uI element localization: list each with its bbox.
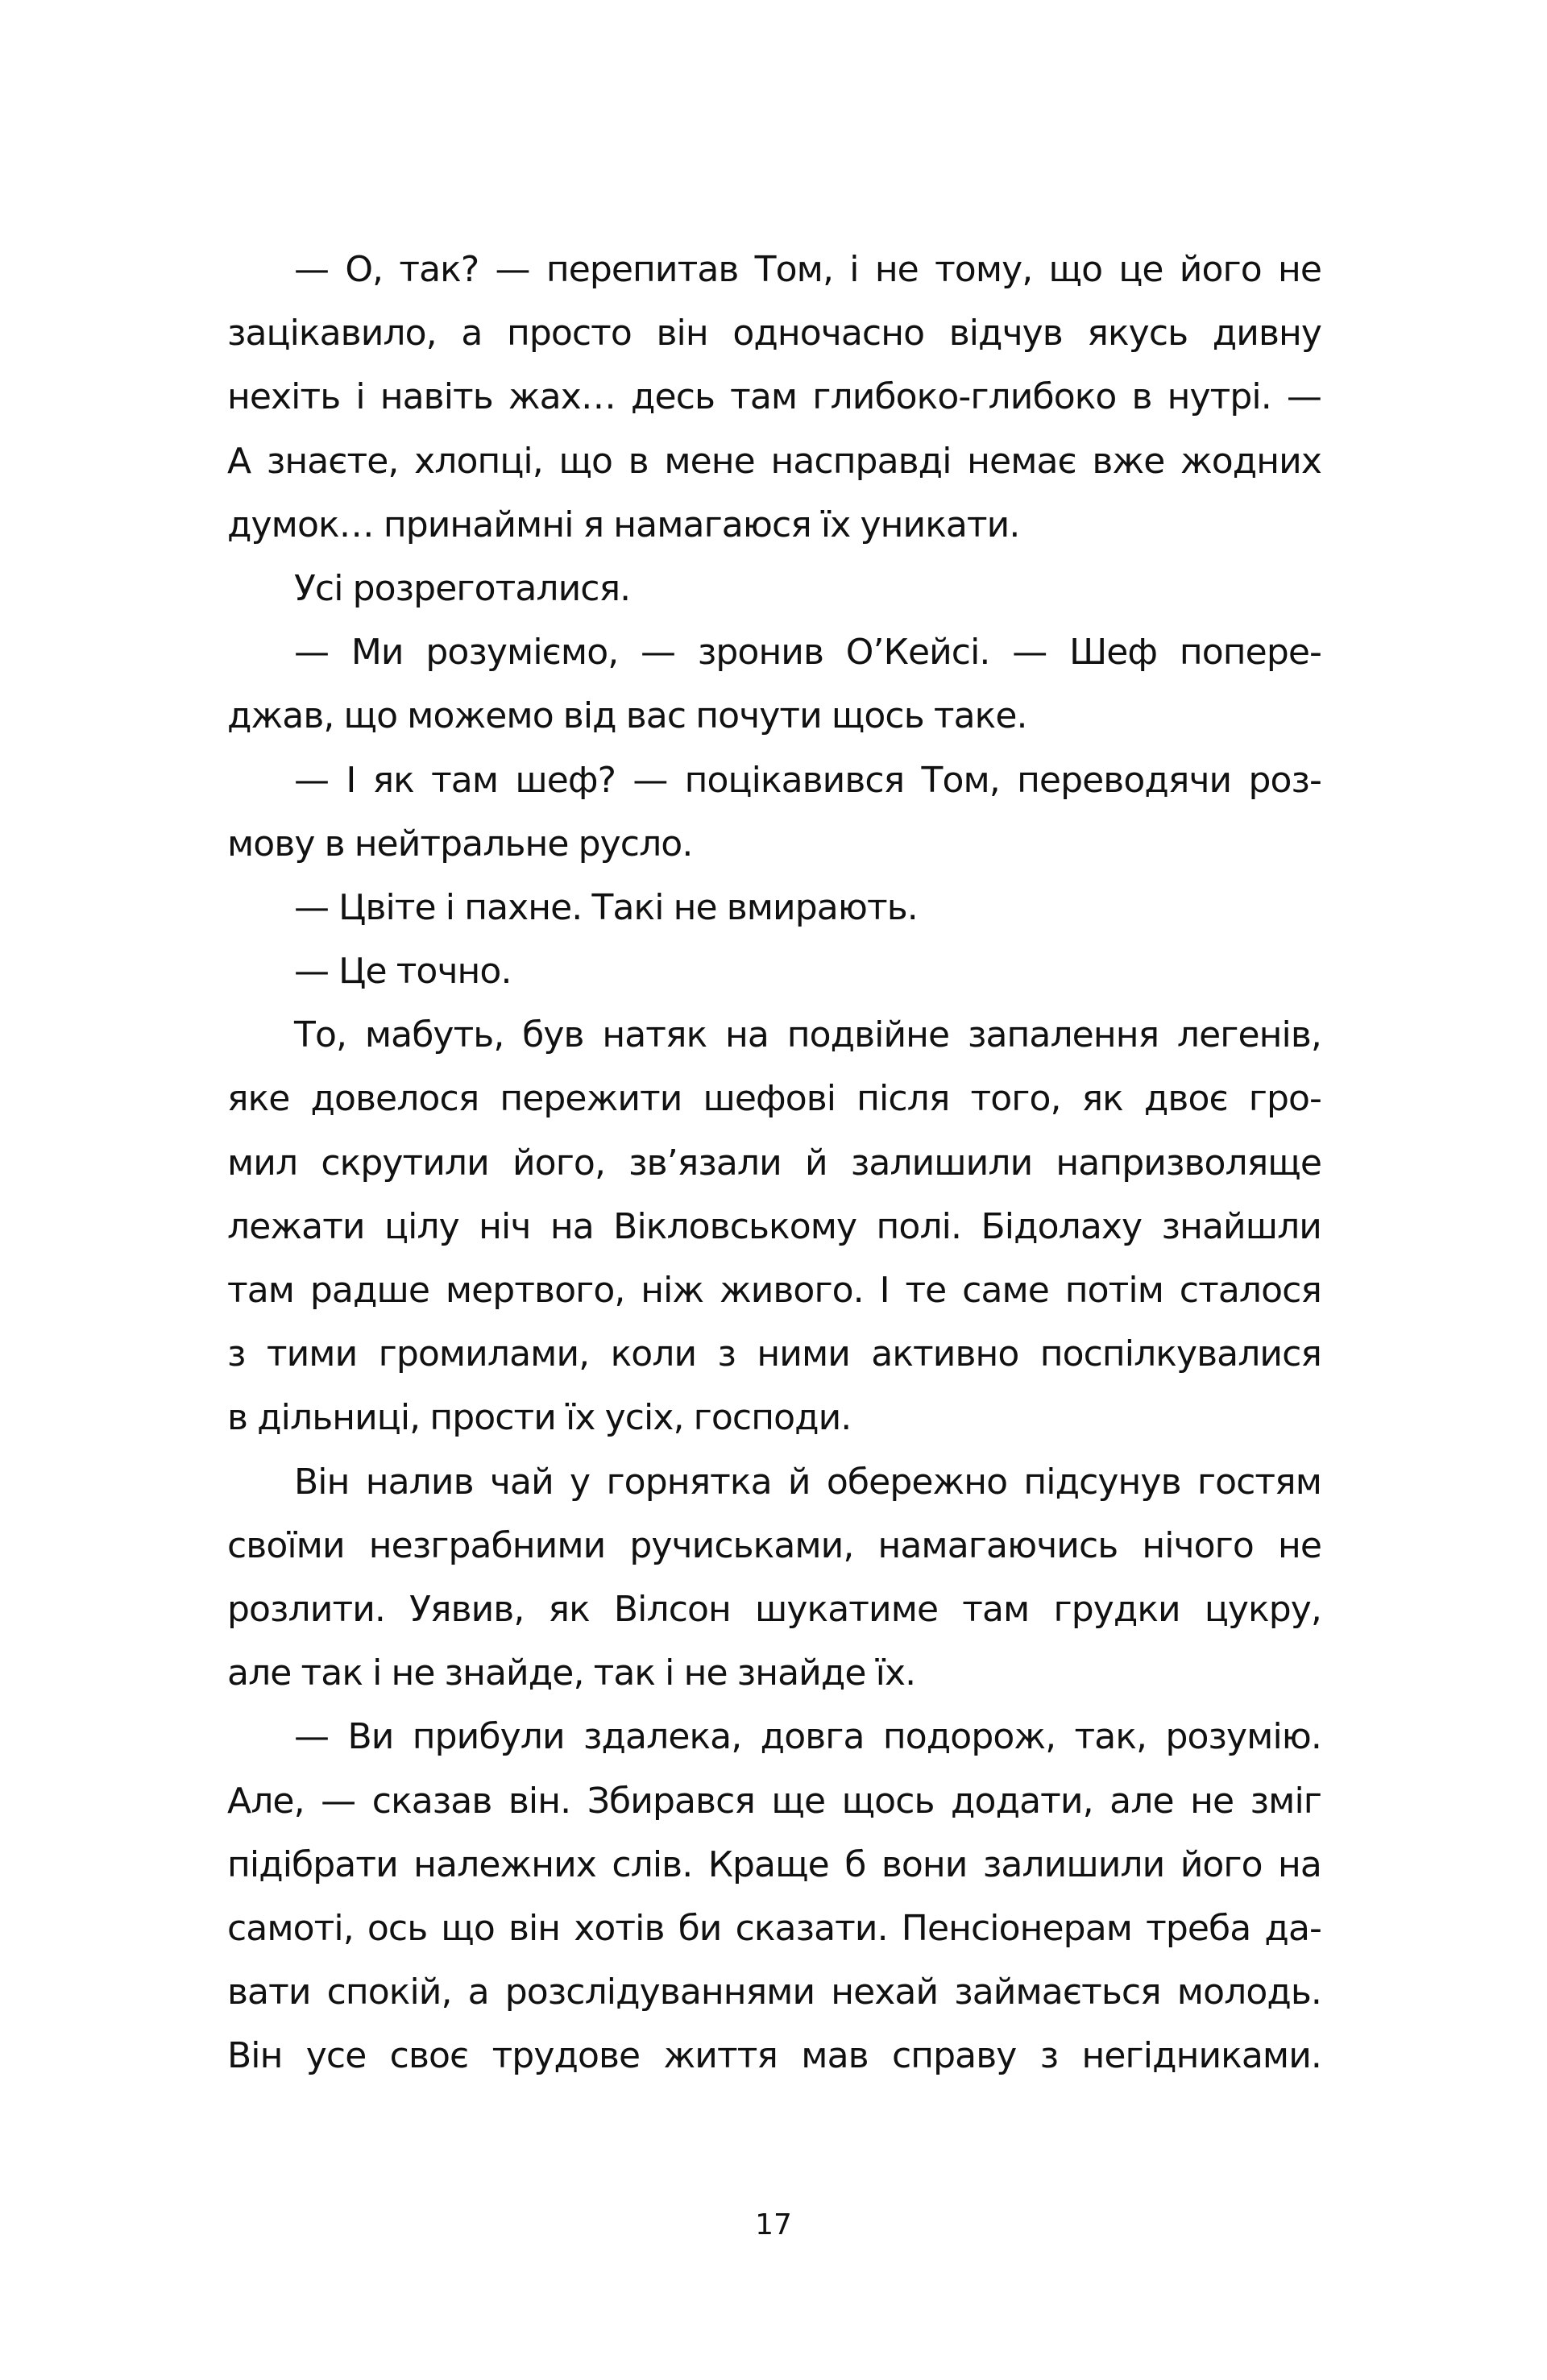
text-line: — Цвіте і пахне. Такі не вмирають. <box>294 886 918 928</box>
text-line: — Ви прибули здалека, довга подорож, так, розумію. <box>294 1716 1321 1758</box>
text-line: там радше мертвого, ніж живого. І те саме потім сталося <box>227 1270 1321 1311</box>
text-line: вати спокій, а розслідуваннями нехай займається молодь. <box>227 1972 1321 2013</box>
text-line: мову в нейтральне русло. <box>227 823 693 865</box>
text-line: Усі розреготалися. <box>294 567 631 609</box>
text-line: Він усе своє трудове життя мав справу з негідниками. <box>227 2035 1321 2077</box>
text-line: — О, так? — перепитав Том, і не тому, що це його не <box>294 249 1321 290</box>
body-text <box>227 244 1321 2094</box>
text-line: То, мабуть, був натяк на подвійне запалення легенів, <box>294 1014 1321 1056</box>
text-line: з тими громилами, коли з ними активно поспілкувалися <box>227 1333 1321 1375</box>
text-line: лежати цілу ніч на Вікловському полі. Бідолаху знайшли <box>227 1205 1321 1247</box>
text-line: зацікавило, а просто він одночасно відчув якусь дивну <box>227 313 1321 355</box>
text-line: Але, — сказав він. Збирався ще щось додати, але не зміг <box>227 1780 1321 1822</box>
text-line: джав, що можемо від вас почути щось таке. <box>227 695 1027 737</box>
text-line: А знаєте, хлопці, що в мене насправді немає вже жодних <box>227 440 1321 482</box>
text-line: мил скрутили його, зв’язали й залишили напризволяще <box>227 1142 1321 1184</box>
text-line: самоті, ось що він хотів би сказати. Пенсіонерам треба да- <box>227 1907 1321 1949</box>
text-line: але так і не знайде, так і не знайде їх. <box>227 1652 916 1694</box>
text-line: Він налив чай у горнятка й обережно підсунув гостям <box>294 1461 1321 1503</box>
text-line: підібрати належних слів. Краще б вони залишили його на <box>227 1843 1321 1885</box>
text-line: — І як там шеф? — поцікавився Том, переводячи роз- <box>294 759 1321 801</box>
text-line: яке довелося пережити шефові після того, як двоє гро- <box>227 1078 1321 1120</box>
text-line: — Ми розуміємо, — зронив О’Кейсі. — Шеф попере- <box>294 632 1321 674</box>
text-line: думок… принаймні я намагаюся їх уникати. <box>227 504 1020 545</box>
text-line: нехіть і навіть жах… десь там глибоко-глибоко в нутрі. — <box>227 376 1321 418</box>
page-number: 17 <box>755 2208 792 2241</box>
text-line: — Це точно. <box>294 951 512 993</box>
text-line: своїми незграбними ручиськами, намагаючись нічого не <box>227 1524 1321 1566</box>
text-line: в дільниці, прости їх усіх, господи. <box>227 1397 852 1439</box>
text-line: розлити. Уявив, як Вілсон шукатиме там грудки цукру, <box>227 1588 1321 1630</box>
